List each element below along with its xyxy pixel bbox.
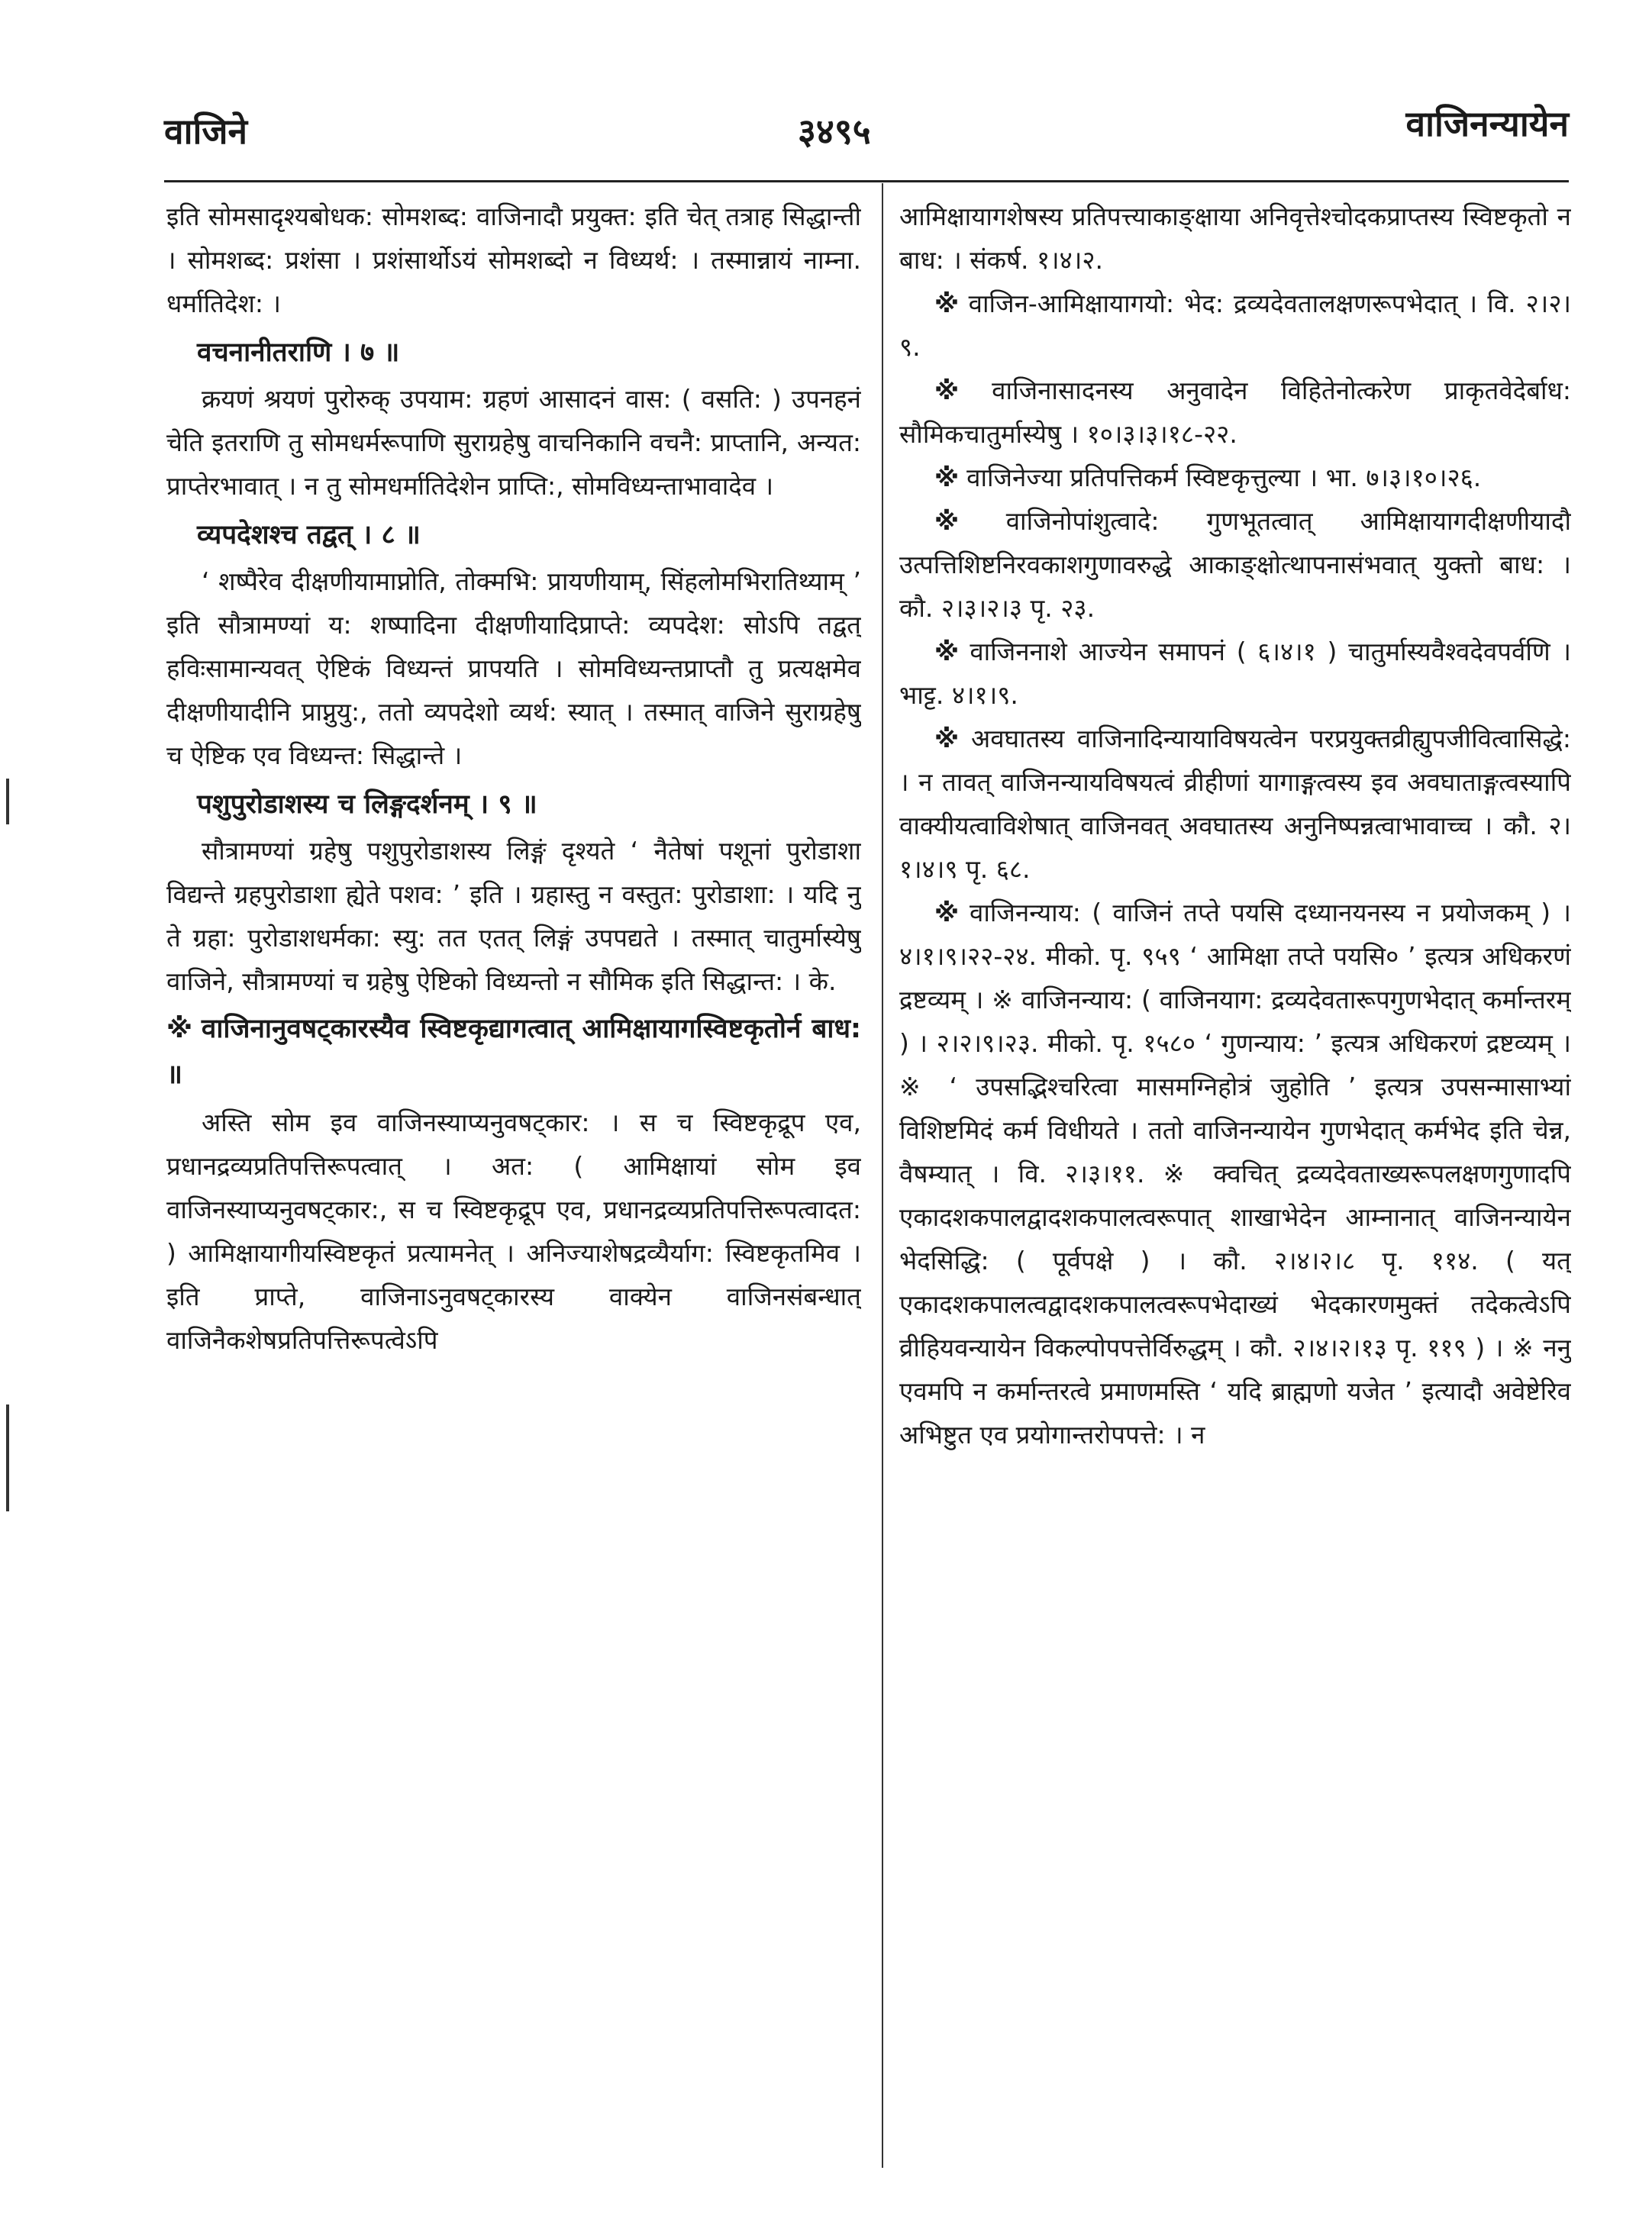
entry-star-icon: ※ bbox=[934, 506, 999, 536]
entry-star-icon: ※ bbox=[934, 637, 963, 666]
paragraph: सौत्रामण्यां ग्रहेषु पशुपुरोडाशस्य लिङ्गं दृश्यते ‘ नैतेषां पशूनां पुरोडाशा विद्यन्ते ग्रहपुरोडाशा ह्येते पशव: ’ इति । ग्रहास्तु न वस्तुत: पुरोडाशा: । यदि नु ते ग्रहा: पुरोडाशधर्मका: स्यु: तत एतत् लिङ्गं उपपद्यते । तस्मात् चातुर्मास्येषु वाजिने, सौत्रामण्यां च ग्रहेषु ऐष्टिको विध्यन्तो न सौमिक इति सिद्धान्त: । के. bbox=[166, 836, 861, 996]
paragraph: इति सोमसादृश्यबोधक: सोमशब्द: वाजिनादौ प्रयुक्त: इति चेत् तत्राह सिद्धान्ती । सोमशब्द: प्रशंसा । प्रशंसार्थोऽयं सोमशब्दो न विध्यर्थ: । तस्मान्नायं नाम्ना. धर्मातिदेश: । bbox=[166, 202, 861, 318]
margin-mark bbox=[6, 1404, 9, 1511]
entry-star-icon: ※ bbox=[934, 463, 960, 492]
entry bbox=[899, 456, 1571, 499]
entry bbox=[899, 717, 1571, 891]
entry-text: वाजिननाशे आज्येन समापनं ( ६।४।१ ) चातुर्मास्यवैश्वदेवपर्वणि । भाट्ट. ४।१।९. bbox=[899, 637, 1571, 710]
page-number: ३४९५ bbox=[798, 111, 871, 152]
entry-text: अवघातस्य वाजिनादिन्यायाविषयत्वेन परप्रयुक्तव्रीह्युपजीवित्वासिद्धे: । न तावत् वाजिनन्यायविषयत्वं व्रीहीणां यागाङ्गत्वस्य इव अवघाताङ्गत्वस्यापि वाक्यीयत्वाविशेषात् वाजिनवत् अवघातस्य अनुनिष्पन्नत्वाभावाच्च । कौ. २।१।४।९ पृ. ६८. bbox=[899, 724, 1571, 884]
entry-text: वाजिन-आमिक्षायागयो: भेद: द्रव्यदेवतालक्षणरूपभेदात् । वि. २।२।९. bbox=[899, 289, 1571, 362]
header-rule bbox=[164, 180, 1569, 182]
entry-text: वाजिनन्याय: ( वाजिनं तप्ते पयसि दध्यानयनस्य न प्रयोजकम् ) । ४।१।९।२२-२४. मीको. पृ. ९५९ ‘ आमिक्षा तप्ते पयसि० ’ इत्यत्र अधिकरणं द्रष्टव्यम् । ※ वाजिनन्याय: ( वाजिनयाग: द्रव्यदेवतारूपगुणभेदात् कर्मान्तरम् ) । २।२।९।२३. मीको. पृ. १५८० ‘ गुणन्याय: ’ इत्यत्र अधिकरणं द्रष्टव्यम् । ※ ‘ उपसद्भिश्चरित्वा मासमग्निहोत्रं जुहोति ’ इत्यत्र उपसन्मासाभ्यां विशिष्टमिदं कर्म विधीयते । ततो वाजिनन्यायेन गुणभेदात् कर्मभेद इति चेन्न, वैषम्यात् । वि. २।३।११. ※ क्वचित् द्रव्यदेवताख्यरूपलक्षणगुणादपि एकादशकपालद्वादशकपालत्वरूपात् शाखाभेदेन आम्नानात् वाजिनन्यायेन भेदसिद्धि: ( पूर्वपक्षे ) । कौ. २।४।२।८ पृ. ११४. ( यत् एकादशकपालत्वद्वादशकपालत्वरूपभेदाख्यं भेदकारणमुक्तं तदेकत्वेऽपि व्रीहियवन्यायेन विकल्पोपपत्तेर्विरुद्धम् । कौ. २।४।२।१३ पृ. ११९ ) । ※ ननु एवमपि न कर्मान्तरत्वे प्रमाणमस्ति ‘ यदि ब्राह्मणो यजेत ’ इत्यादौ अवेष्टेरिव अभिष्टुत एव प्रयोगान्तरोपपत्ते: । न bbox=[899, 898, 1571, 1450]
left-column bbox=[166, 195, 861, 2195]
header-right-word: वाजिनन्यायेन bbox=[1405, 103, 1569, 144]
entry-text: वाजिनासादनस्य अनुवादेन विहितेनोत्करेण प्राकृतवेदेर्बाध: सौमिकचातुर्मास्येषु । १०।३।३।१८-२२. bbox=[899, 376, 1571, 449]
sutra-heading: पशुपुरोडाशस्य च लिङ्गदर्शनम् । ९ ॥ bbox=[197, 789, 537, 820]
topic-heading bbox=[166, 1006, 861, 1098]
entry-text: वाजिनोपांशुत्वादे: गुणभूतत्वात् आमिक्षायागदीक्षणीयादौ उत्पत्तिशिष्टनिरवकाशगुणावरुद्धे आकाङ्क्षोत्थापनासंभवात् युक्तो बाध: । कौ. २।३।२।३ पृ. २३. bbox=[899, 506, 1571, 623]
paragraph: क्रयणं श्रयणं पुरोरुक् उपयाम: ग्रहणं आसादनं वास: ( वसति: ) उपनहनं चेति इतराणि तु सोमधर्मरूपाणि सुराग्रहेषु वाचनिकानि वचनै: प्राप्तानि, अन्यत: प्राप्तेरभावात् । न तु सोमधर्मातिदेशेन प्राप्ति:, सोमविध्यन्ताभावादेव । bbox=[166, 384, 861, 501]
entry-star-icon: ※ bbox=[934, 289, 961, 318]
entry-star-icon: ※ bbox=[934, 724, 964, 753]
sutra-heading: वचनानीतराणि । ७ ॥ bbox=[197, 337, 400, 368]
paragraph: ‘ शष्पैरेव दीक्षणीयामाप्नोति, तोक्मभि: प्रायणीयाम्, सिंहलोमभिरातिथ्याम् ’ इति सौत्रामण्यां य: शष्पादिना दीक्षणीयादिप्राप्ते: व्यपदेश: सोऽपि तद्वत् हविःसामान्यवत् ऐष्टिकं विध्यन्तं प्रापयति । सोमविध्यन्तप्राप्तौ तु प्रत्यक्षमेव दीक्षणीयादीनि प्राप्नुयु:, ततो व्यपदेशो व्यर्थ: स्यात् । तस्मात् वाजिने सुराग्रहेषु च ऐष्टिक एव विध्यन्त: सिद्धान्ते । bbox=[166, 566, 861, 770]
entry-star-icon: ※ bbox=[934, 898, 962, 927]
entry bbox=[899, 891, 1571, 1456]
entry bbox=[899, 369, 1571, 456]
entry bbox=[899, 630, 1571, 717]
margin-mark bbox=[6, 779, 9, 824]
paragraph: आमिक्षायागशेषस्य प्रतिपत्त्याकाङ्क्षाया अनिवृत्तेश्चोदकप्राप्तस्य स्विष्टकृतो न बाध: । संकर्ष. १।४।२. bbox=[899, 202, 1571, 275]
entry-text: वाजिनेज्या प्रतिपत्तिकर्म स्विष्टकृत्तुल्या । भा. ७।३।१०।२६. bbox=[966, 463, 1482, 492]
section-mark-icon: ※ bbox=[166, 1014, 194, 1044]
right-column bbox=[899, 195, 1571, 2195]
sutra-heading: व्यपदेशश्च तद्वत् । ८ ॥ bbox=[197, 520, 421, 550]
entry-star-icon: ※ bbox=[934, 376, 985, 405]
column-divider bbox=[882, 183, 883, 2168]
header-left-word: वाजिने bbox=[164, 111, 248, 152]
entry bbox=[899, 499, 1571, 630]
topic-heading-text: वाजिनानुवषट्कारस्यैव स्विष्टकृद्यागत्वात् आमिक्षायागस्विष्टकृतोर्न बाध: ॥ bbox=[166, 1014, 861, 1090]
paragraph: अस्ति सोम इव वाजिनस्याप्यनुवषट्कार: । स च स्विष्टकृद्रूप एव, प्रधानद्रव्यप्रतिपत्तिरूपत्वात् । अत: ( आमिक्षायां सोम इव वाजिनस्याप्यनुवषट्कार:, स च स्विष्टकृद्रूप एव, प्रधानद्रव्यप्रतिपत्तिरूपत्वादत: ) आमिक्षायागीयस्विष्टकृतं प्रत्यामनेत् । अनिज्याशेषद्रव्यैर्याग: स्विष्टकृतमिव । इति प्राप्ते, वाजिनाऽनुवषट्कारस्य वाक्येन वाजिनसंबन्धात् वाजिनैकशेषप्रतिपत्तिरूपत्वेऽपि bbox=[166, 1108, 861, 1355]
page-header bbox=[164, 92, 1569, 160]
entry bbox=[899, 282, 1571, 369]
